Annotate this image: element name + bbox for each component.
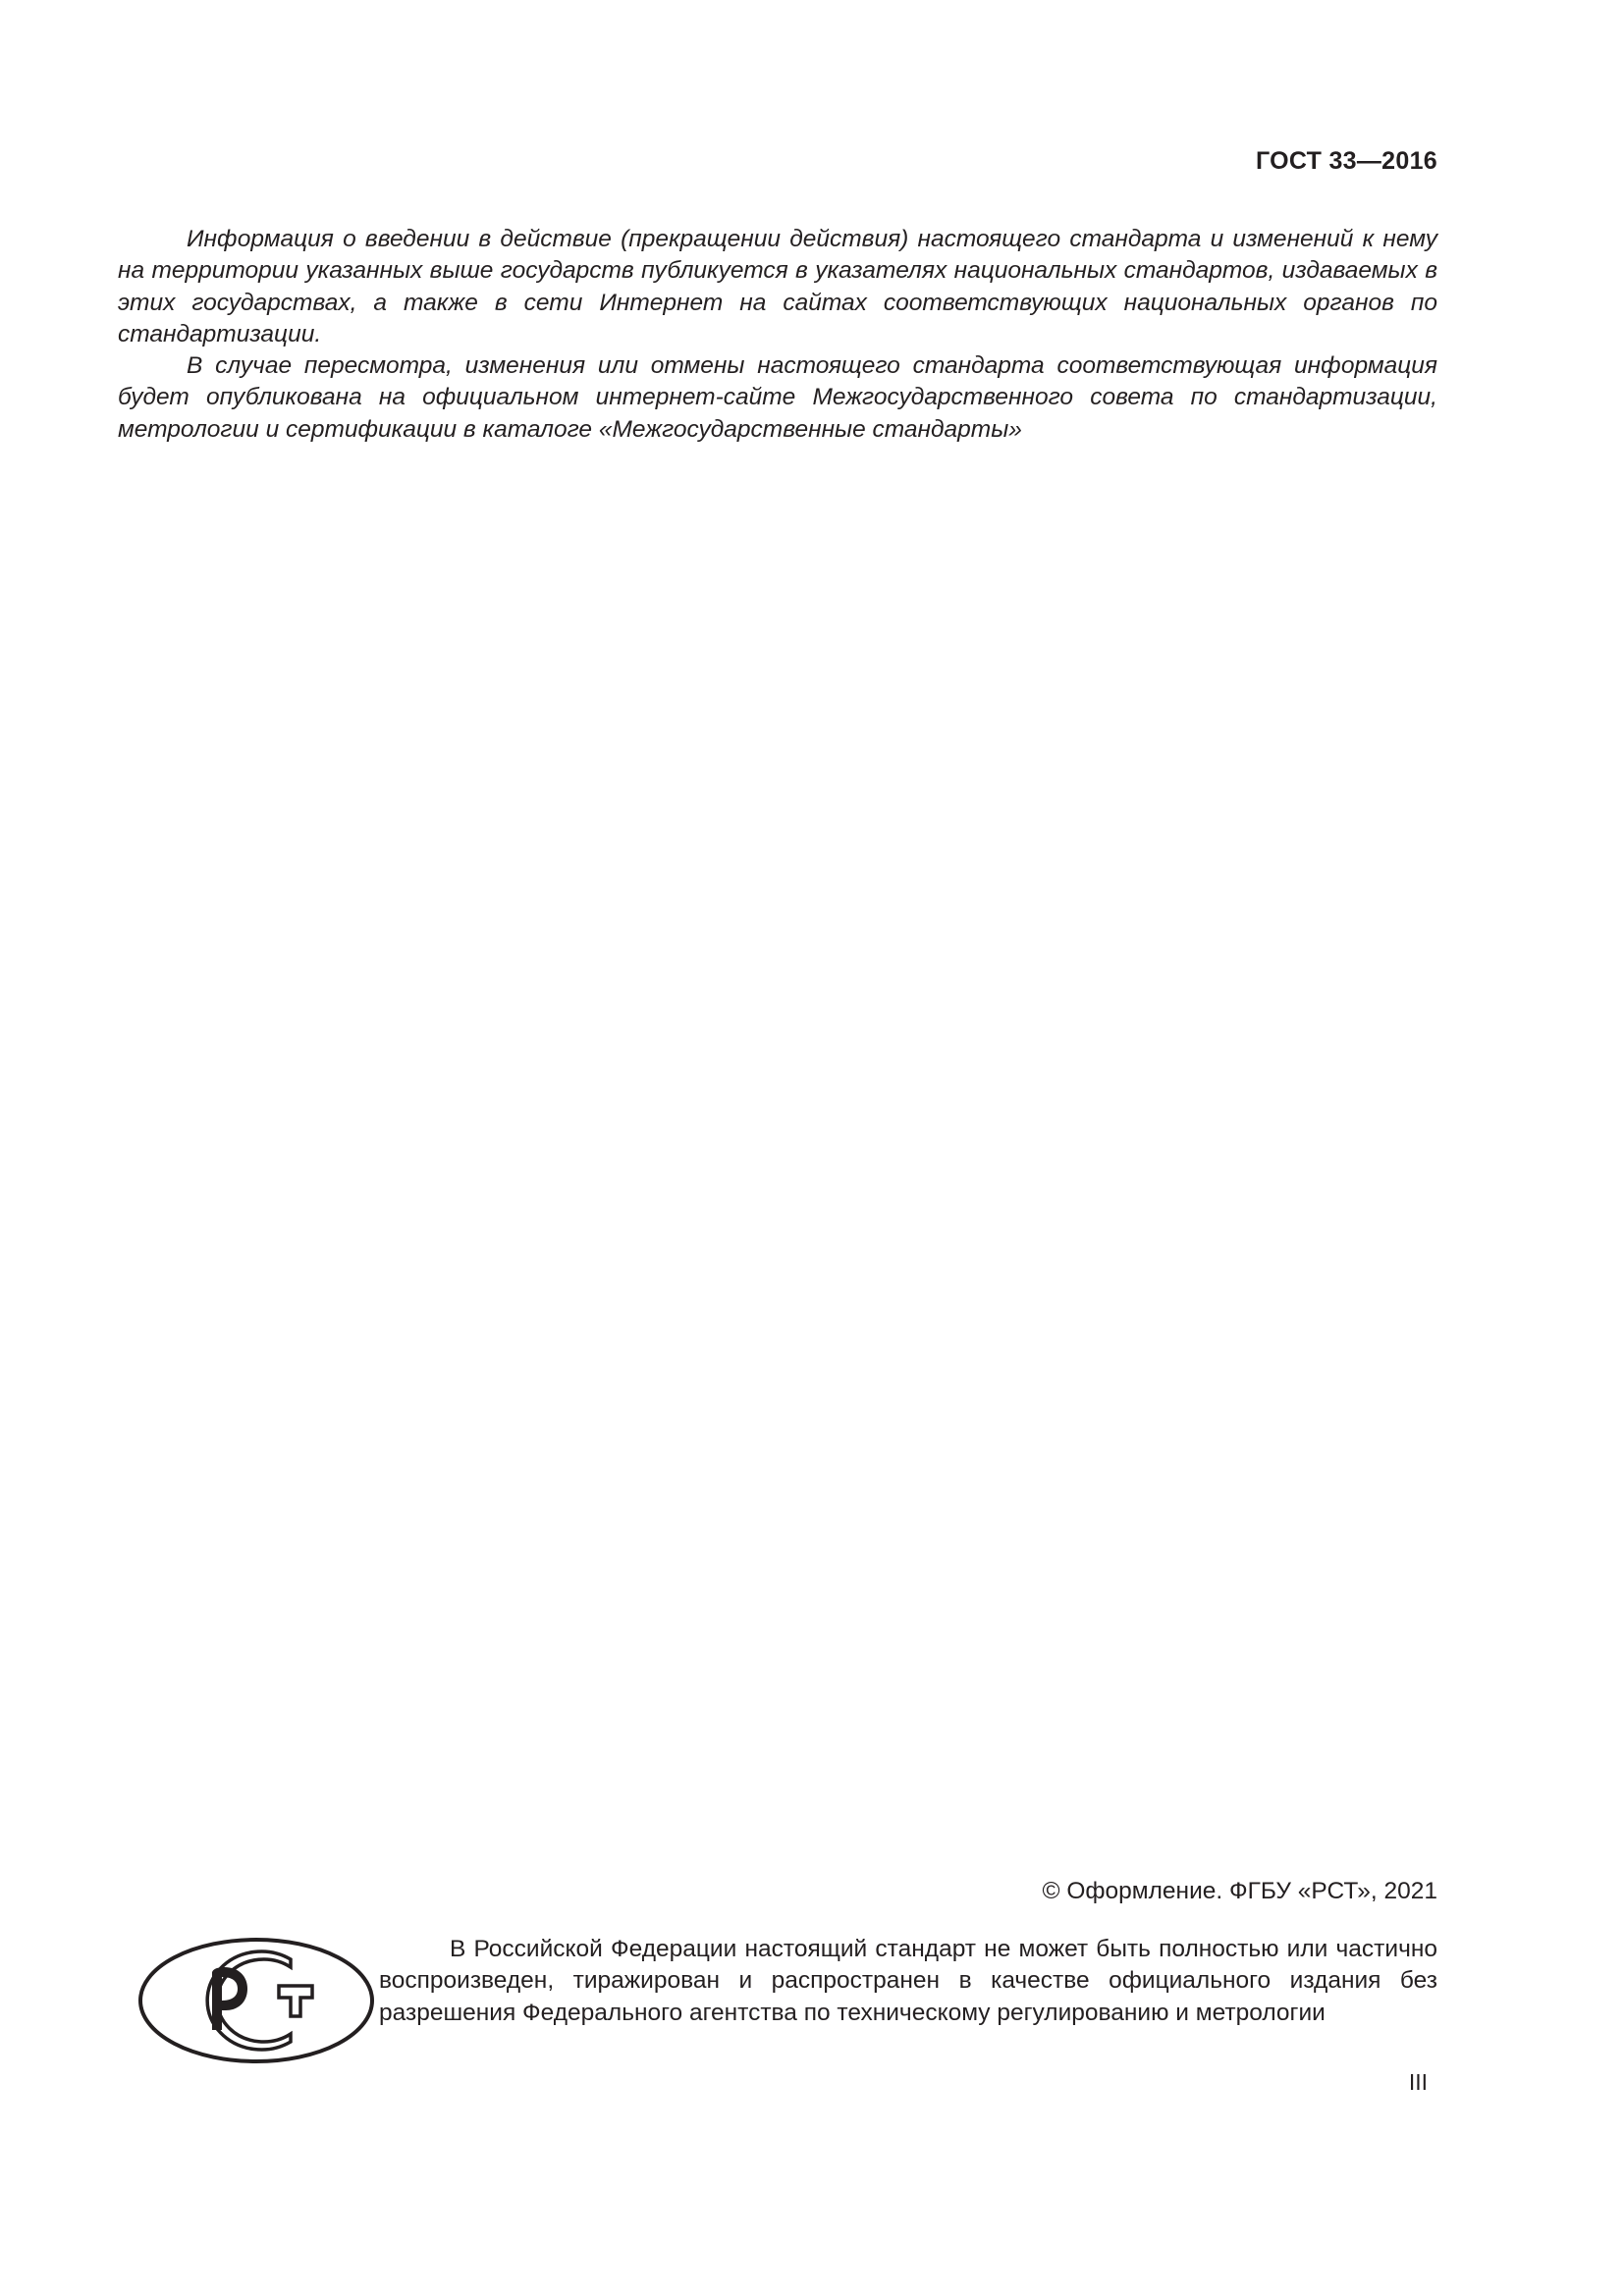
paragraph-introduction-info: Информация о введении в действие (прекращении действия) настоящего стандарта и изменений к нему на территории указанных выше государств публикуется в указателях национальных стандартов, издаваемых в этих государствах, а также в сети Интернет на сайтах соответствующих национальных органов по стандартизации. [118, 226, 1437, 347]
document-code: ГОСТ 33—2016 [1256, 147, 1437, 175]
reproduction-notice [379, 1934, 1437, 2029]
rst-certification-mark-icon [134, 1932, 379, 2069]
paragraph-revision-info: В случае пересмотра, изменения или отмены настоящего стандарта соответствующая информация будет опубликована на официальном интернет-сайте Межгосударственного совета по стандартизации, метрологии и сертификации в каталоге «Межгосударственные стандарты» [118, 352, 1437, 443]
reproduction-notice-text: В Российской Федерации настоящий стандарт не может быть полностью или частично воспроизведен, тиражирован и распространен в качестве официального издания без разрешения Федерального агентства по техническому регулированию и метрологии [379, 1936, 1437, 2026]
copyright-notice: © Оформление. ФГБУ «РСТ», 2021 [1042, 1878, 1437, 1904]
page-number: III [1408, 2069, 1428, 2095]
main-body [118, 224, 1437, 446]
